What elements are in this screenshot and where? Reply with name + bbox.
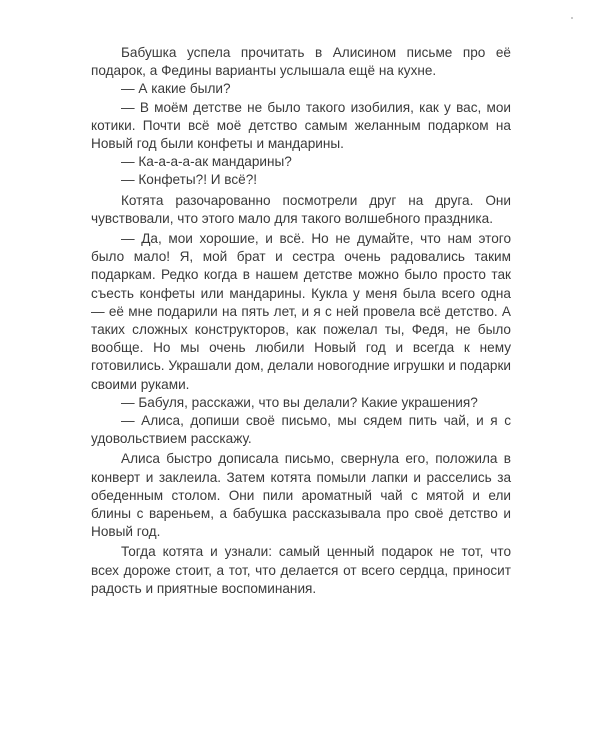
paragraph: — Да, мои хорошие, и всё. Но не думайте, что нам этого было мало! Я, мой брат и сестра очень радовались таким подаркам. Редко когда в нашем детстве можно было просто так съесть конфеты или мандарины. Кукла у меня была всего одна — её мне подарили на пять лет, и я с ней провела всё детство. А таких сложных конструкторов, как пожелал ты, Федя, не было вообще. Но мы очень любили Новый год и всегда к нему готовились. Украшали дом, делали новогодние игрушки и подарки своими руками. — [91, 231, 511, 392]
paragraph: — Алиса, допиши своё письмо, мы сядем пить чай, и я с удовольствием расскажу. — [91, 413, 511, 447]
paragraph: Алиса быстро дописала письмо, свернула его, положила в конверт и заклеила. Затем котята помыли лапки и расселись за обеденным столом. Они пили ароматный чай с мятой и ели блины с вареньем, а бабушка рассказывала про своё детство и Новый год. — [91, 451, 511, 540]
story-text — [91, 44, 511, 598]
paragraph: Бабушка успела прочитать в Алисином письме про её подарок, а Федины варианты услышала ещё на кухне. — [91, 45, 511, 79]
page-speck — [571, 17, 573, 19]
paragraph: — Бабуля, расскажи, что вы делали? Какие украшения? — [121, 394, 478, 410]
paragraph: — А какие были? — [121, 81, 231, 97]
paragraph: Тогда котята и узнали: самый ценный подарок не тот, что всех дороже стоит, а тот, что делается от всего сердца, приносит радость и приятные воспоминания. — [91, 544, 511, 596]
paragraph: Котята разочарованно посмотрели друг на друга. Они чувствовали, что этого мало для такого волшебного праздника. — [91, 192, 511, 226]
paragraph: — Конфеты?! И всё?! — [121, 172, 258, 188]
paragraph: — В моём детстве не было такого изобилия, как у вас, мои котики. Почти всё моё детство самым желанным подарком на Новый год были конфеты и мандарины. — [91, 99, 511, 152]
paragraph: — Ка-а-а-а-ак мандарины? — [121, 154, 292, 170]
